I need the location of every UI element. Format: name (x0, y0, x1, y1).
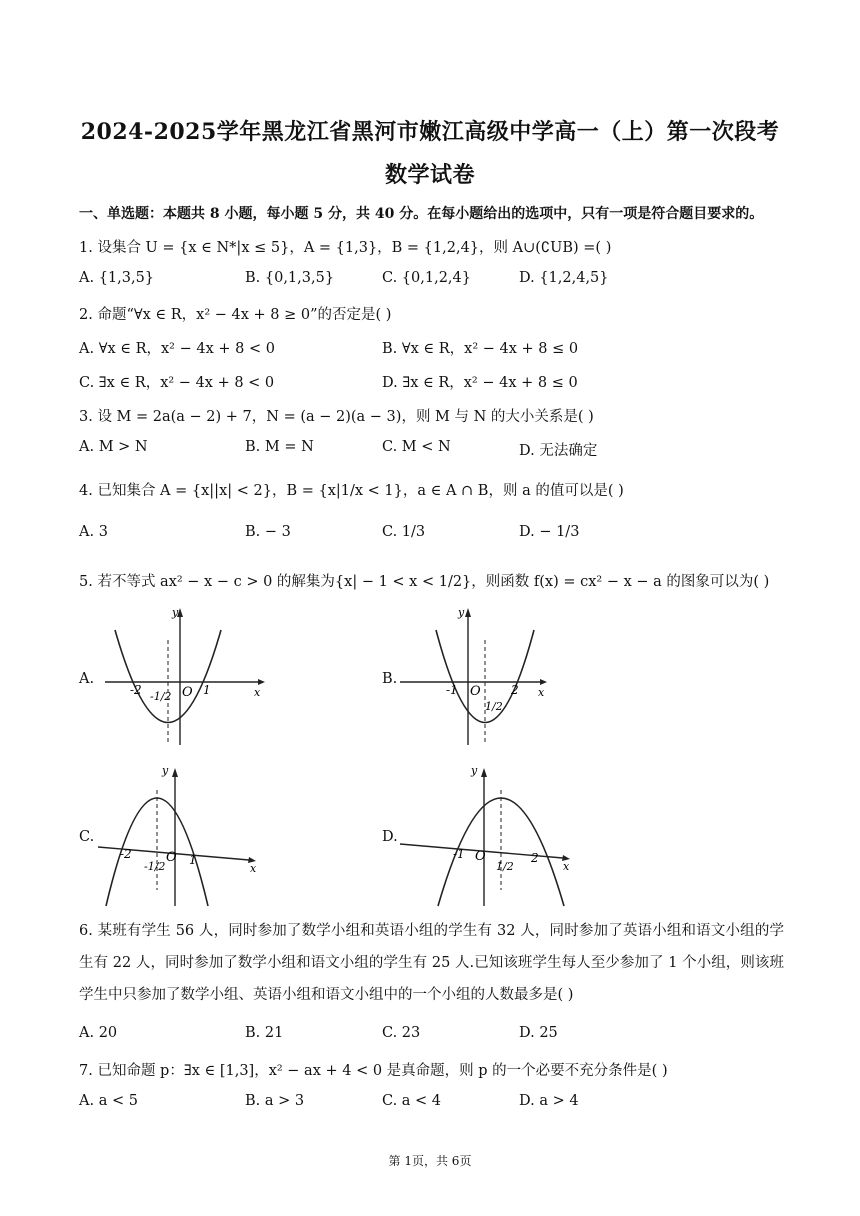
option-d: D. a > 4 (519, 1093, 579, 1109)
section-description: 本题共 8 小题，每小题 5 分，共 40 分。在每小题给出的选项中，只有一项是符合题目要求的。 (163, 206, 764, 222)
option-a: A. 3 (79, 524, 108, 540)
section-label: 一、单选题： (79, 206, 163, 222)
option-b: B. {0,1,3,5} (245, 270, 335, 286)
y-arrow-icon (465, 608, 471, 617)
option-d: D. ∃x ∈ R，x² − 4x + 8 ≤ 0 (382, 375, 578, 391)
option-d-label: D. (382, 829, 398, 845)
y-axis-label: y (471, 764, 478, 777)
question-2-options-row2 (79, 371, 779, 391)
graph-a (100, 600, 270, 750)
option-d: D. 无法确定 (519, 443, 598, 459)
option-c: C. 23 (382, 1025, 421, 1041)
x-arrow-icon (258, 679, 265, 685)
question-5-stem: 5. 若不等式 ax² − x − c > 0 的解集为{x| − 1 < x < 1/2}，则函数 f(x) = cx² − x − a 的图象可以为( ) (79, 574, 770, 590)
graph-b (398, 600, 568, 750)
tick-label: 1 (203, 683, 211, 697)
tick-label: -1/2 (144, 860, 166, 873)
option-b: B. ∀x ∈ R，x² − 4x + 8 ≤ 0 (382, 341, 579, 357)
option-d: D. − 1/3 (519, 524, 580, 540)
option-a: A. ∀x ∈ R，x² − 4x + 8 < 0 (79, 341, 275, 357)
question-4-stem: 4. 已知集合 A = {x||x| < 2}，B = {x|1/x < 1}，a ∈ A ∩ B，则 a 的值可以是( ) (79, 483, 624, 499)
question-7-options (79, 1093, 779, 1113)
option-d: D. 25 (519, 1025, 558, 1041)
question-1-stem: 1. 设集合 U = {x ∈ N*|x ≤ 5}，A = {1,3}，B = {1,2,4}，则 A∪(∁UB) =( ) (79, 240, 612, 256)
tick-label: 2 (531, 851, 539, 865)
option-a-label: A. (79, 671, 95, 687)
question-3-options (79, 439, 779, 459)
option-b: B. a > 3 (245, 1093, 305, 1109)
tick-label: -2 (120, 847, 132, 861)
tick-label: 1/2 (485, 700, 503, 713)
option-a: A. 20 (79, 1025, 118, 1041)
x-axis-label: x (563, 860, 570, 873)
question-7-stem: 7. 已知命题 p：∃x ∈ [1,3]，x² − ax + 4 < 0 是真命题，则 p 的一个必要不充分条件是( ) (79, 1063, 668, 1079)
option-a: A. M > N (79, 439, 148, 455)
y-axis-label: y (172, 606, 179, 619)
x-axis-label: x (254, 686, 261, 699)
x-arrow-icon (540, 679, 547, 685)
question-4-options (79, 524, 779, 544)
question-6-stem: 6. 某班有学生 56 人，同时参加了数学小组和英语小组的学生有 32 人，同时参加了英语小组和语文小组的学生有 22 人，同时参加了数学小组和语文小组的学生有 25 人.已知该班学生每人至少参加了 1 个小组，则该班学生中只参加了数学小组、英语小组和语文小组中的一个小组的人数最多是( ) (79, 923, 784, 1003)
tick-label: -1/2 (150, 690, 172, 703)
option-c: C. a < 4 (382, 1093, 442, 1109)
exam-title-line1: 2024-2025学年黑龙江省黑河市嫩江高级中学高一（上）第一次段考 (80, 119, 780, 145)
tick-label: -1 (446, 683, 458, 697)
tick-label: 1/2 (496, 860, 514, 873)
origin-label: O (166, 850, 177, 865)
option-d: D. {1,2,4,5} (519, 270, 609, 286)
option-b: B. M = N (245, 439, 314, 455)
origin-label: O (182, 685, 193, 700)
origin-label: O (475, 849, 486, 864)
x-axis-label: x (250, 862, 257, 875)
tick-label: 2 (511, 683, 519, 697)
x-axis-label: x (538, 686, 545, 699)
graph-c (96, 760, 266, 910)
tick-label: -1 (453, 847, 465, 861)
tick-label: -2 (130, 683, 142, 697)
y-axis-label: y (162, 764, 169, 777)
option-c: C. 1/3 (382, 524, 426, 540)
option-c-label: C. (79, 829, 95, 845)
option-c: C. M < N (382, 439, 451, 455)
y-arrow-icon (172, 768, 178, 777)
question-3-stem: 3. 设 M = 2a(a − 2) + 7，N = (a − 2)(a − 3)，则 M 与 N 的大小关系是( ) (79, 409, 594, 425)
option-b: B. − 3 (245, 524, 291, 540)
option-b-label: B. (382, 671, 398, 687)
page-footer: 第 1页，共 6页 (388, 1154, 472, 1168)
question-2-options-row1 (79, 337, 779, 357)
tick-label: 1 (189, 853, 197, 867)
question-6-options (79, 1025, 779, 1045)
option-a: A. a < 5 (79, 1093, 138, 1109)
option-b: B. 21 (245, 1025, 284, 1041)
question-1-options (79, 270, 779, 290)
option-c: C. ∃x ∈ R，x² − 4x + 8 < 0 (79, 375, 275, 391)
option-c: C. {0,1,2,4} (382, 270, 471, 286)
origin-label: O (470, 684, 481, 699)
y-axis-label: y (458, 606, 465, 619)
exam-title-line2: 数学试卷 (384, 162, 475, 188)
graph-d (398, 760, 578, 910)
section-heading (79, 203, 763, 223)
y-arrow-icon (481, 768, 487, 777)
option-a: A. {1,3,5} (79, 270, 155, 286)
question-2-stem: 2. 命题“∀x ∈ R，x² − 4x + 8 ≥ 0”的否定是( ) (79, 307, 392, 323)
